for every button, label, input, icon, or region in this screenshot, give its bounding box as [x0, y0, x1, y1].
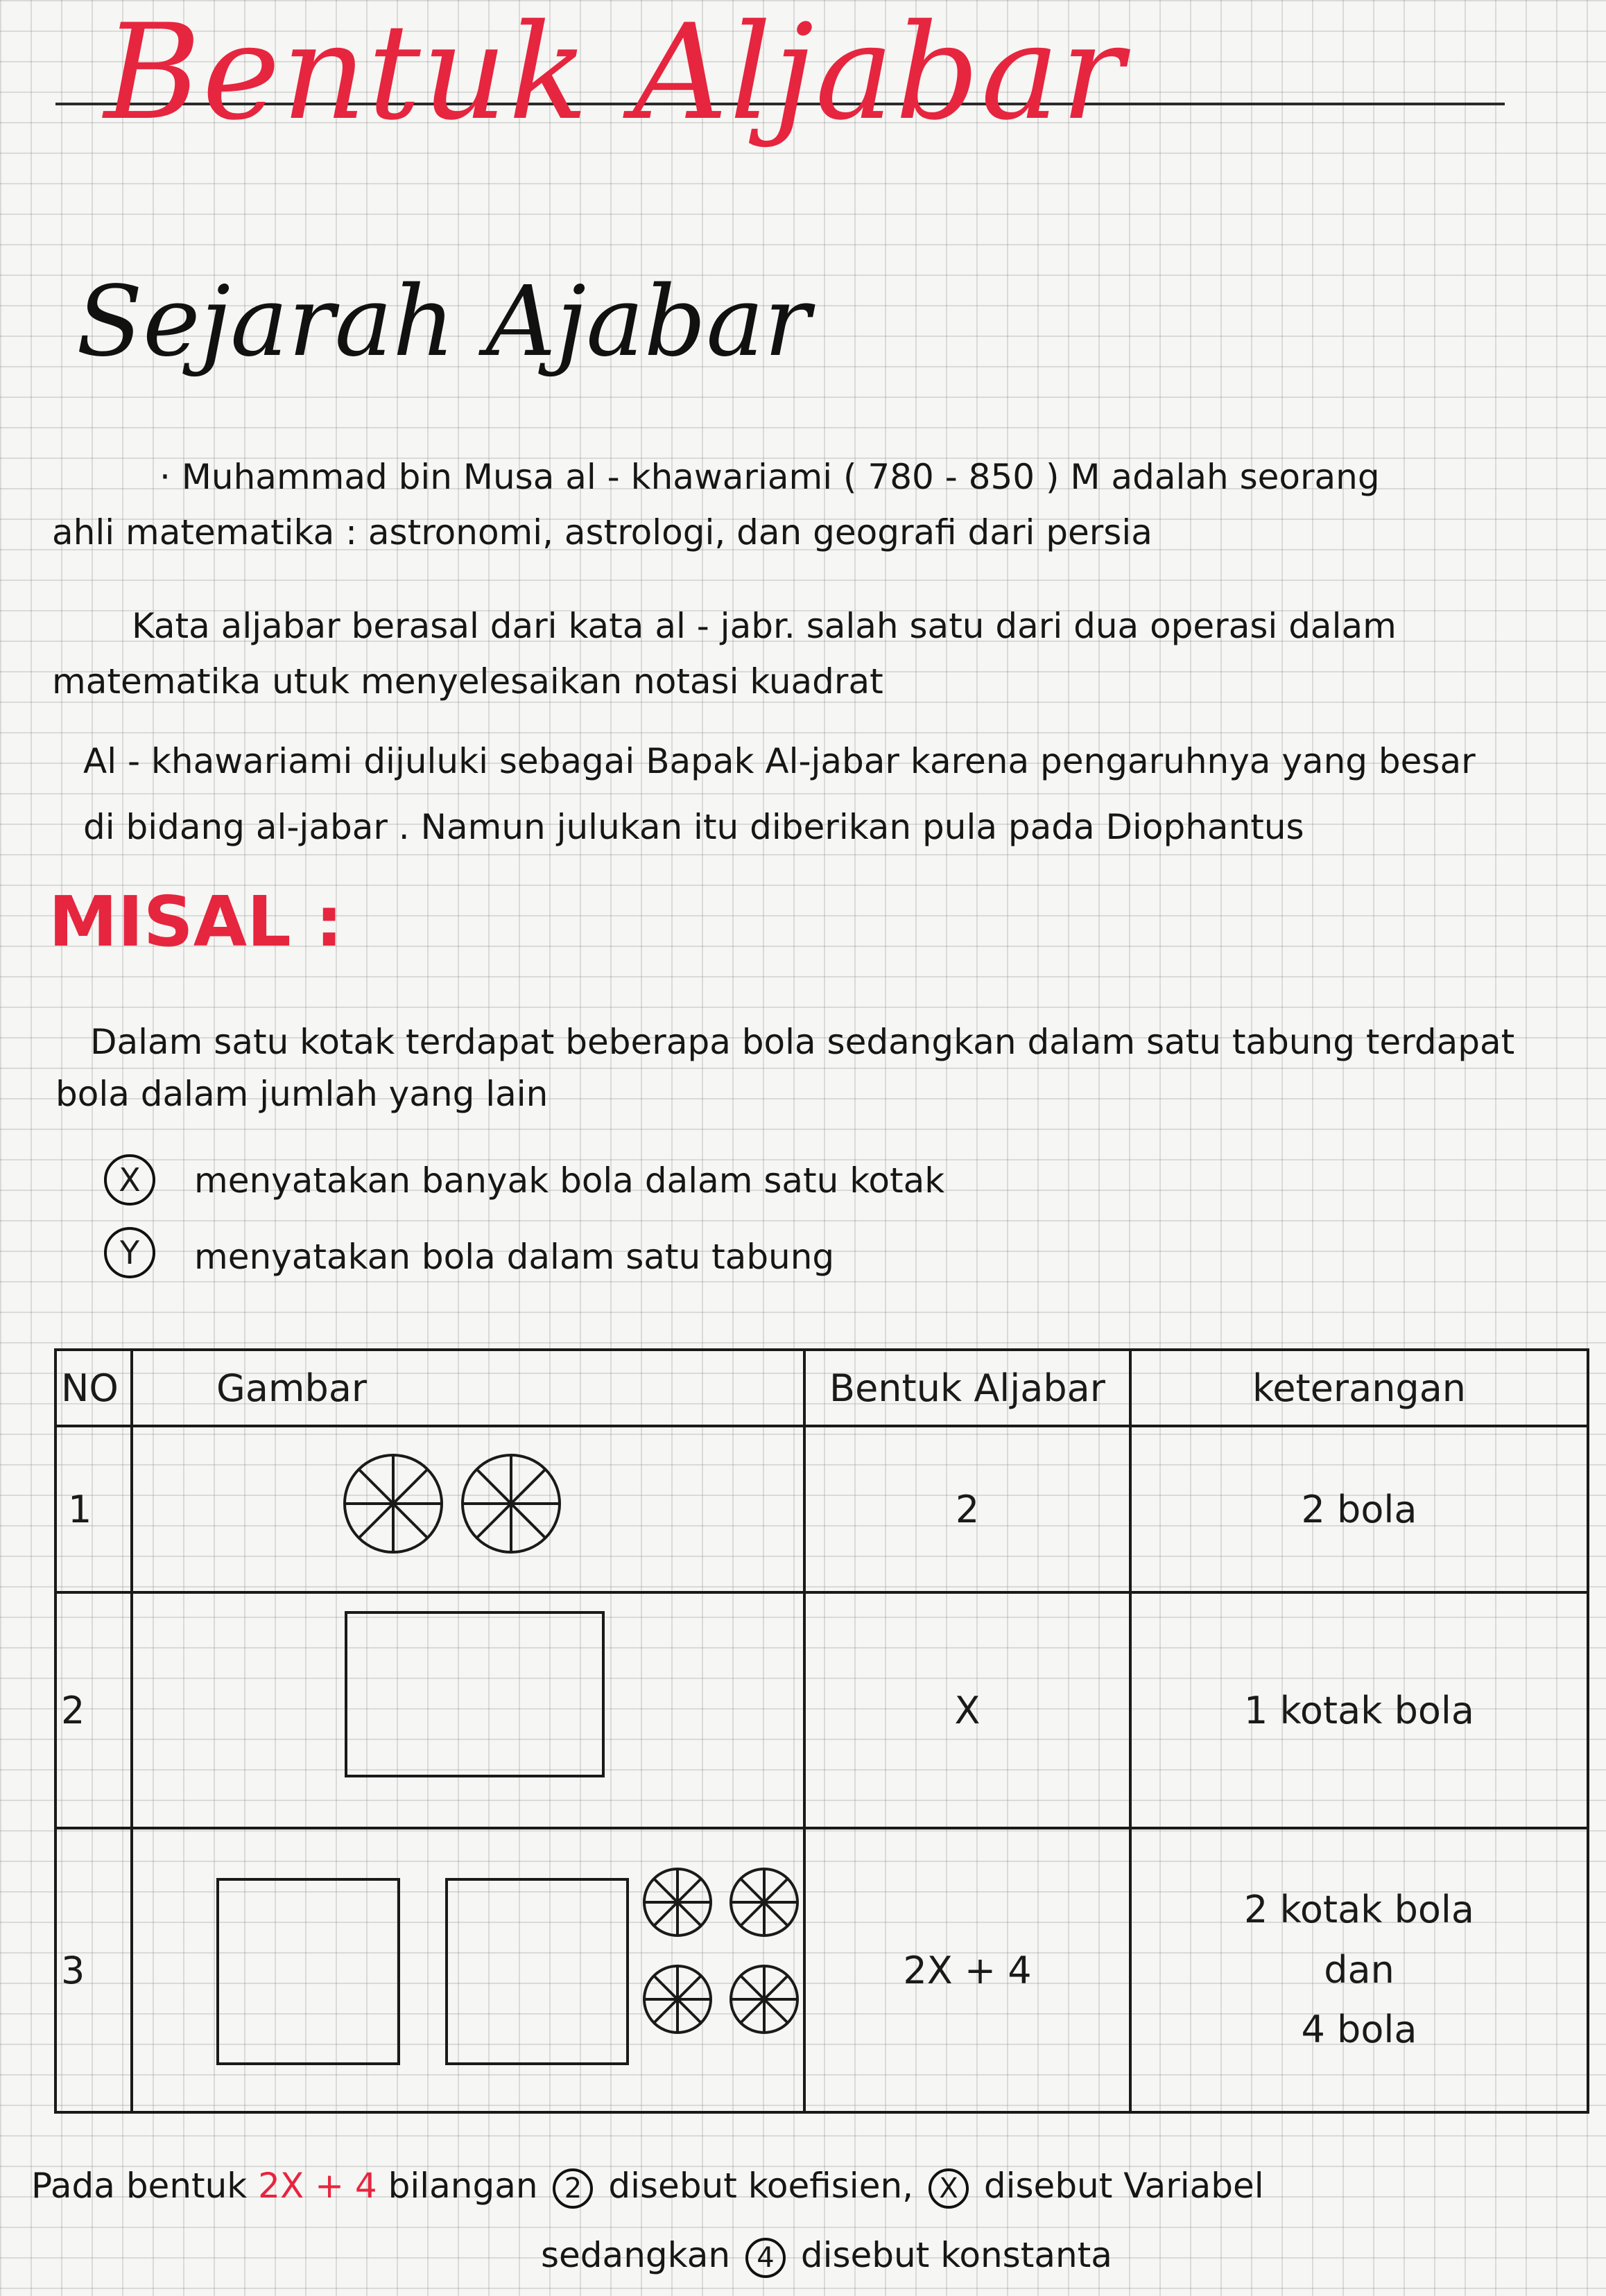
table-row: [55, 1426, 1588, 1592]
example-intro-line-1: Dalam satu kotak terdapat beberapa bola sedangkan dalam satu tabung terdapat: [90, 1022, 1515, 1062]
row-3-bentuk: 2X + 4: [804, 1828, 1130, 2112]
row-3-keterangan-line-1: 2 kotak bola: [1243, 1888, 1474, 1932]
header-keterangan: keterangan: [1130, 1350, 1588, 1426]
row-3-picture: [132, 1828, 804, 2112]
footer-expression: 2X + 4: [258, 2166, 377, 2206]
row-1-bentuk: 2: [804, 1426, 1130, 1592]
variable-x-description: menyatakan banyak bola dalam satu kotak: [194, 1160, 945, 1201]
ball-icon: [731, 1869, 797, 1936]
box-icon: [445, 1878, 629, 2065]
paragraph-2-line-1: Kata aljabar berasal dari kata al - jabr. salah satu dari dua operasi dalam: [132, 606, 1397, 646]
ball-icon: [644, 1966, 711, 2033]
header-gambar: Gambar: [132, 1350, 804, 1426]
algebra-table: [54, 1348, 1589, 2114]
coefficient-circle: 2: [553, 2168, 593, 2209]
row-1-balls: [338, 1445, 573, 1563]
header-no: NO: [55, 1350, 132, 1426]
row-1-keterangan: 2 bola: [1130, 1426, 1588, 1592]
table-row: [55, 1828, 1588, 2112]
constant-circle: 4: [745, 2238, 786, 2278]
header-bentuk-aljabar: Bentuk Aljabar: [804, 1350, 1130, 1426]
row-3-balls: [639, 1864, 806, 2044]
row-2-picture: [132, 1592, 804, 1828]
table-header-row: [55, 1350, 1588, 1426]
row-1-no: 1: [55, 1426, 132, 1592]
row-2-no: 2: [55, 1592, 132, 1828]
footer-text-3: disebut koefisien,: [608, 2166, 914, 2206]
ball-icon: [731, 1966, 797, 2033]
footer-line-2: [541, 2232, 1112, 2279]
variable-x-circle: X: [104, 1154, 155, 1206]
paragraph-2-line-2: matematika utuk menyelesaikan notasi kuadrat: [52, 661, 883, 702]
footer-text-2: bilangan: [388, 2166, 538, 2206]
row-3-keterangan: [1130, 1828, 1588, 2112]
example-heading: MISAL :: [49, 881, 343, 962]
variable-circle: X: [929, 2168, 969, 2209]
table-row: [55, 1592, 1588, 1828]
box-icon: [216, 1878, 400, 2065]
paragraph-1-line-1: · Muhammad bin Musa al - khawariami ( 780 - 850 ) M adalah seorang: [159, 457, 1380, 497]
row-2-bentuk: X: [804, 1592, 1130, 1828]
row-3-no: 3: [55, 1828, 132, 2112]
box-icon: [345, 1611, 605, 1777]
ball-icon: [463, 1455, 560, 1552]
footer-text-4: disebut Variabel: [983, 2166, 1264, 2206]
footer-text-6: disebut konstanta: [800, 2235, 1112, 2275]
variable-y-circle: Y: [104, 1227, 155, 1278]
row-1-picture: [132, 1426, 804, 1592]
paragraph-1-line-2: ahli matematika : astronomi, astrologi, dan geografi dari persia: [52, 512, 1152, 553]
footer-line-1: [31, 2163, 1264, 2210]
section-title: Sejarah Ajabar: [76, 266, 811, 379]
paragraph-3-line-2: di bidang al-jabar . Namun julukan itu diberikan pula pada Diophantus: [83, 807, 1304, 847]
example-intro-line-2: bola dalam jumlah yang lain: [55, 1074, 549, 1114]
row-3-keterangan-line-3: 4 bola: [1301, 2008, 1417, 2052]
footer-text-1: Pada bentuk: [31, 2166, 248, 2206]
row-3-keterangan-line-2: dan: [1324, 1947, 1395, 1992]
page-title: Bentuk Aljabar: [104, 0, 1125, 149]
footer-text-5: sedangkan: [541, 2235, 731, 2275]
row-2-keterangan: 1 kotak bola: [1130, 1592, 1588, 1828]
ball-icon: [345, 1455, 442, 1552]
ball-icon: [644, 1869, 711, 1936]
variable-y-description: menyatakan bola dalam satu tabung: [194, 1237, 835, 1277]
paragraph-3-line-1: Al - khawariami dijuluki sebagai Bapak Al-jabar karena pengaruhnya yang besar: [83, 741, 1476, 781]
